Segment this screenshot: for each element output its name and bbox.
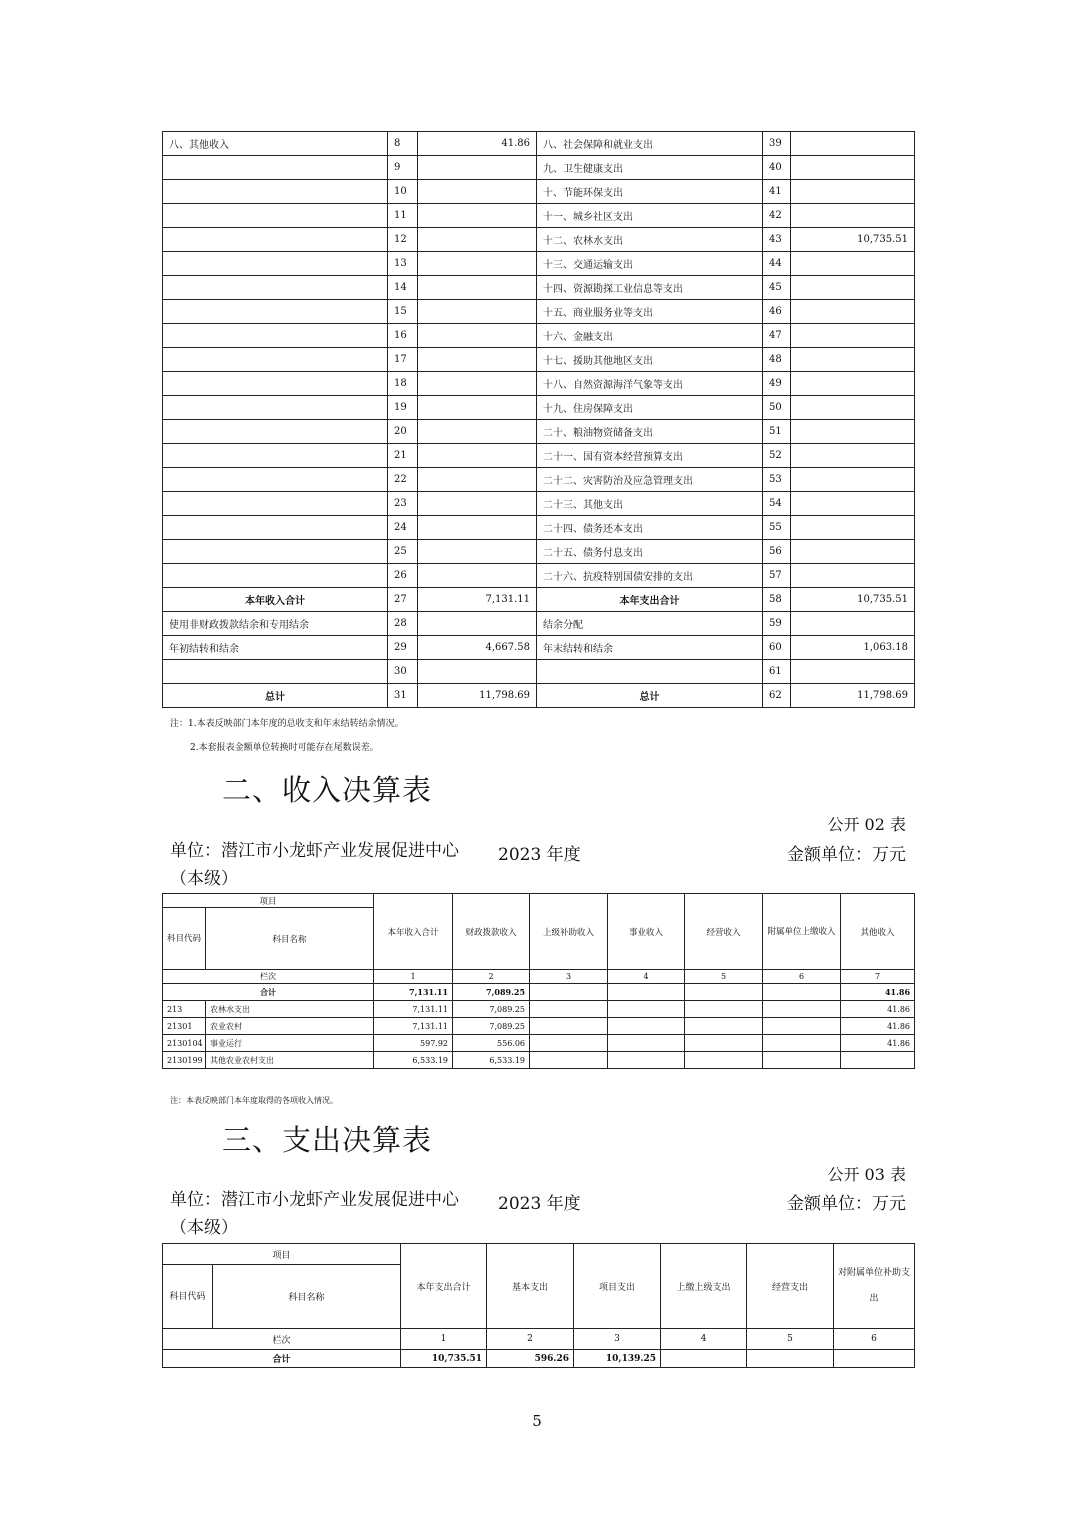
- t1-cell-r-val: 11,798.69: [791, 684, 915, 708]
- t1-cell-r-val: [791, 204, 915, 228]
- t1-cell-l-name: 年初结转和结余: [163, 636, 388, 660]
- t2-value-cell: 7,131.11: [374, 1001, 453, 1018]
- t3-total-cell: [661, 1350, 747, 1368]
- t1-cell-l-no: 29: [388, 636, 418, 660]
- t1-cell-r-val: [791, 276, 915, 300]
- t1-cell-l-val: [418, 276, 537, 300]
- t3-col-no: 5: [747, 1329, 834, 1350]
- t1-cell-l-name: [163, 660, 388, 684]
- t1-cell-l-no: 12: [388, 228, 418, 252]
- t1-cell-r-val: [791, 540, 915, 564]
- t1-cell-l-no: 13: [388, 252, 418, 276]
- t1-cell-l-no: 9: [388, 156, 418, 180]
- t2-col-no: 2: [453, 970, 530, 984]
- t1-cell-r-no: 40: [763, 156, 791, 180]
- t2-col-header: 上级补助收入: [530, 894, 608, 970]
- t1-cell-l-val: [418, 564, 537, 588]
- t1-cell-r-val: 1,063.18: [791, 636, 915, 660]
- section3-unit: 单位：潜江市小龙虾产业发展促进中心（本级）: [170, 1190, 459, 1238]
- t1-cell-l-val: [418, 444, 537, 468]
- t3-col-no: 4: [661, 1329, 747, 1350]
- t1-cell-r-name: 十三、交通运输支出: [537, 252, 763, 276]
- t2-value-cell: 7,089.25: [453, 1018, 530, 1035]
- t1-cell-l-val: [418, 612, 537, 636]
- t2-value-cell: [530, 1052, 608, 1069]
- table-row: [163, 420, 915, 444]
- t1-cell-r-name: 二十四、债务还本支出: [537, 516, 763, 540]
- t1-cell-r-name: 结余分配: [537, 612, 763, 636]
- t1-cell-r-no: 55: [763, 516, 791, 540]
- t2-code-cell: 2130199: [163, 1052, 206, 1069]
- t1-cell-l-name: [163, 516, 388, 540]
- t1-cell-r-val: [791, 252, 915, 276]
- t1-cell-r-no: 43: [763, 228, 791, 252]
- t3-total-cell: [834, 1350, 915, 1368]
- t1-cell-l-val: 7,131.11: [418, 588, 537, 612]
- t3-col-no-label: 栏次: [163, 1329, 401, 1350]
- t2-total-cell: [763, 984, 841, 1001]
- t1-cell-r-no: 48: [763, 348, 791, 372]
- table-row: [163, 444, 915, 468]
- t1-cell-l-name: [163, 324, 388, 348]
- table-row: [163, 348, 915, 372]
- t1-cell-l-name: [163, 252, 388, 276]
- t1-cell-r-no: 53: [763, 468, 791, 492]
- t1-cell-r-name: 十四、资源勘探工业信息等支出: [537, 276, 763, 300]
- t3-col-header: 上缴上级支出: [661, 1244, 747, 1329]
- t1-cell-l-name: [163, 492, 388, 516]
- t1-cell-r-no: 58: [763, 588, 791, 612]
- t2-value-cell: [530, 1035, 608, 1052]
- t1-cell-r-no: 54: [763, 492, 791, 516]
- t1-cell-l-no: 25: [388, 540, 418, 564]
- t2-value-cell: 41.86: [841, 1001, 915, 1018]
- t1-cell-l-name: [163, 204, 388, 228]
- t1-cell-r-no: 62: [763, 684, 791, 708]
- t2-value-cell: [608, 1035, 685, 1052]
- table-row: [163, 1035, 915, 1052]
- t1-cell-r-no: 45: [763, 276, 791, 300]
- table-row: [163, 252, 915, 276]
- table-row: [163, 660, 915, 684]
- table-row: [163, 612, 915, 636]
- t1-cell-l-name: 总计: [163, 684, 388, 708]
- table-row: [163, 132, 915, 156]
- t2-value-cell: [763, 1018, 841, 1035]
- t1-cell-r-val: [791, 660, 915, 684]
- t2-value-cell: [763, 1052, 841, 1069]
- t1-cell-l-val: 11,798.69: [418, 684, 537, 708]
- table-row: [163, 156, 915, 180]
- t2-col-header: 经营收入: [685, 894, 763, 970]
- t1-cell-r-val: [791, 444, 915, 468]
- t1-cell-l-name: [163, 540, 388, 564]
- t3-col-no: 2: [487, 1329, 574, 1350]
- t1-cell-r-name: 二十三、其他支出: [537, 492, 763, 516]
- t1-cell-r-name: 年末结转和结余: [537, 636, 763, 660]
- t1-cell-r-val: [791, 132, 915, 156]
- t1-cell-r-no: 56: [763, 540, 791, 564]
- section3-year: 2023 年度: [498, 1194, 581, 1214]
- t2-value-cell: [763, 1035, 841, 1052]
- t3-code-header: 科目代码: [163, 1265, 213, 1329]
- t1-cell-r-no: 42: [763, 204, 791, 228]
- t2-col-header: 本年收入合计: [374, 894, 453, 970]
- table-row: [163, 540, 915, 564]
- t2-value-cell: [685, 1035, 763, 1052]
- t1-cell-l-name: [163, 348, 388, 372]
- t1-cell-l-name: [163, 228, 388, 252]
- t1-cell-l-val: [418, 468, 537, 492]
- t1-cell-l-no: 16: [388, 324, 418, 348]
- t1-cell-r-val: [791, 324, 915, 348]
- t1-cell-l-name: 八、其他收入: [163, 132, 388, 156]
- t2-total-cell: 7,131.11: [374, 984, 453, 1001]
- t1-cell-l-no: 14: [388, 276, 418, 300]
- t1-cell-r-val: [791, 468, 915, 492]
- t1-cell-l-no: 24: [388, 516, 418, 540]
- t3-col-header: 本年支出合计: [401, 1244, 487, 1329]
- t1-cell-l-no: 27: [388, 588, 418, 612]
- t3-col-no: 1: [401, 1329, 487, 1350]
- t3-col-header: 项目支出: [574, 1244, 661, 1329]
- table-row: [163, 564, 915, 588]
- table-row: [163, 396, 915, 420]
- t3-total-cell: [747, 1350, 834, 1368]
- t1-cell-l-no: 21: [388, 444, 418, 468]
- t3-col-no: 3: [574, 1329, 661, 1350]
- table-row: [163, 276, 915, 300]
- t2-value-cell: [530, 1001, 608, 1018]
- t1-cell-l-no: 22: [388, 468, 418, 492]
- t2-col-no: 4: [608, 970, 685, 984]
- t1-cell-l-val: [418, 300, 537, 324]
- t3-col-header: 经营支出: [747, 1244, 834, 1329]
- t2-code-cell: 21301: [163, 1018, 206, 1035]
- t1-cell-r-val: [791, 420, 915, 444]
- table-row: [163, 1052, 915, 1069]
- t1-cell-l-val: 4,667.58: [418, 636, 537, 660]
- t1-cell-r-no: 39: [763, 132, 791, 156]
- table-row: [163, 180, 915, 204]
- t3-total-cell: 596.26: [487, 1350, 574, 1368]
- t2-name-cell: 农业农村: [206, 1018, 374, 1035]
- section2-year: 2023 年度: [498, 845, 581, 865]
- t1-cell-l-val: [418, 180, 537, 204]
- t1-cell-r-val: [791, 372, 915, 396]
- t1-cell-r-name: 十六、金融支出: [537, 324, 763, 348]
- table-row: [163, 1001, 915, 1018]
- t2-total-label: 合计: [163, 984, 374, 1001]
- section3-currency: 金额单位：万元: [787, 1194, 906, 1214]
- t1-cell-r-name: 十七、援助其他地区支出: [537, 348, 763, 372]
- table-row: [163, 684, 915, 708]
- t1-cell-l-no: 15: [388, 300, 418, 324]
- t1-cell-l-no: 8: [388, 132, 418, 156]
- t1-cell-r-name: 十、节能环保支出: [537, 180, 763, 204]
- t2-value-cell: 6,533.19: [374, 1052, 453, 1069]
- t2-name-cell: 农林水支出: [206, 1001, 374, 1018]
- table-row: [163, 588, 915, 612]
- t1-cell-r-name: 二十、粮油物资储备支出: [537, 420, 763, 444]
- t2-total-cell: [685, 984, 763, 1001]
- section2-unit: 单位：潜江市小龙虾产业发展促进中心（本级）: [170, 841, 459, 889]
- t2-col-no: 1: [374, 970, 453, 984]
- t1-cell-l-name: [163, 444, 388, 468]
- t1-cell-l-name: [163, 372, 388, 396]
- table-row: [163, 468, 915, 492]
- t2-value-cell: [608, 1018, 685, 1035]
- t1-cell-r-val: [791, 396, 915, 420]
- t1-cell-l-name: [163, 180, 388, 204]
- t1-cell-l-val: [418, 492, 537, 516]
- t2-value-cell: [841, 1052, 915, 1069]
- t2-col-no-label: 栏次: [163, 970, 374, 984]
- t1-cell-l-val: [418, 252, 537, 276]
- t1-cell-r-name: 十二、农林水支出: [537, 228, 763, 252]
- table-row: [163, 636, 915, 660]
- t2-value-cell: [608, 1001, 685, 1018]
- t1-cell-l-no: 18: [388, 372, 418, 396]
- t1-cell-r-name: 十五、商业服务业等支出: [537, 300, 763, 324]
- t2-value-cell: 6,533.19: [453, 1052, 530, 1069]
- table-row: [163, 324, 915, 348]
- table1-note-1: 注：1.本表反映部门本年度的总收支和年末结转结余情况。: [170, 719, 404, 729]
- t1-cell-r-val: [791, 564, 915, 588]
- t1-cell-r-no: 60: [763, 636, 791, 660]
- t1-cell-l-no: 10: [388, 180, 418, 204]
- table1-note-2: 2.本套报表金额单位转换时可能存在尾数误差。: [190, 743, 379, 753]
- t3-col-no: 6: [834, 1329, 915, 1350]
- t1-cell-r-name: 二十一、国有资本经营预算支出: [537, 444, 763, 468]
- t2-col-header: 事业收入: [608, 894, 685, 970]
- t1-cell-r-name: 二十六、抗疫特别国债安排的支出: [537, 564, 763, 588]
- t2-name-cell: 事业运行: [206, 1035, 374, 1052]
- t1-cell-r-val: [791, 612, 915, 636]
- t3-col-header: 基本支出: [487, 1244, 574, 1329]
- t1-cell-r-val: [791, 300, 915, 324]
- t1-cell-l-val: [418, 660, 537, 684]
- t1-cell-l-no: 28: [388, 612, 418, 636]
- t1-cell-r-name: 十九、住房保障支出: [537, 396, 763, 420]
- t1-cell-r-name: 总计: [537, 684, 763, 708]
- t1-cell-r-no: 44: [763, 252, 791, 276]
- t1-cell-r-no: 51: [763, 420, 791, 444]
- t1-cell-l-no: 23: [388, 492, 418, 516]
- t2-code-header: 科目代码: [163, 908, 206, 970]
- t2-col-header: 附属单位上缴收入: [763, 894, 841, 970]
- t1-cell-l-no: 20: [388, 420, 418, 444]
- t3-total-label: 合计: [163, 1350, 401, 1368]
- t1-cell-l-val: [418, 324, 537, 348]
- t3-total-cell: 10,139.25: [574, 1350, 661, 1368]
- t1-cell-r-no: 50: [763, 396, 791, 420]
- t1-cell-r-name: 八、社会保障和就业支出: [537, 132, 763, 156]
- t1-cell-r-name: 十八、自然资源海洋气象等支出: [537, 372, 763, 396]
- t1-cell-l-no: 26: [388, 564, 418, 588]
- t1-cell-r-name: [537, 660, 763, 684]
- section2-title: 二、收入决算表: [222, 773, 433, 807]
- t1-cell-l-name: 使用非财政拨款结余和专用结余: [163, 612, 388, 636]
- t2-value-cell: 41.86: [841, 1035, 915, 1052]
- t2-total-cell: [530, 984, 608, 1001]
- t3-name-header: 科目名称: [213, 1265, 401, 1329]
- t1-cell-r-no: 57: [763, 564, 791, 588]
- table-row: [163, 228, 915, 252]
- t1-cell-r-val: 10,735.51: [791, 588, 915, 612]
- t1-cell-l-val: 41.86: [418, 132, 537, 156]
- t1-cell-l-no: 17: [388, 348, 418, 372]
- t1-cell-r-no: 46: [763, 300, 791, 324]
- t1-cell-l-name: [163, 468, 388, 492]
- t2-col-no: 5: [685, 970, 763, 984]
- t2-total-cell: 7,089.25: [453, 984, 530, 1001]
- t2-value-cell: [608, 1052, 685, 1069]
- t3-col-header: 对附属单位补助支出: [834, 1244, 915, 1329]
- t1-cell-r-name: 十一、城乡社区支出: [537, 204, 763, 228]
- page-number: 5: [532, 1412, 542, 1430]
- t2-value-cell: [685, 1001, 763, 1018]
- t1-cell-r-val: [791, 348, 915, 372]
- t2-name-cell: 其他农业农村支出: [206, 1052, 374, 1069]
- t1-cell-l-name: [163, 276, 388, 300]
- t1-cell-l-val: [418, 348, 537, 372]
- t1-cell-l-val: [418, 396, 537, 420]
- section2-form-no: 公开 02 表: [827, 815, 906, 834]
- t2-col-no: 7: [841, 970, 915, 984]
- t1-cell-r-no: 59: [763, 612, 791, 636]
- t1-cell-r-val: 10,735.51: [791, 228, 915, 252]
- expenditure-statement-table: [162, 1243, 915, 1368]
- t1-cell-l-val: [418, 540, 537, 564]
- t1-cell-l-name: 本年收入合计: [163, 588, 388, 612]
- t1-cell-r-no: 52: [763, 444, 791, 468]
- t2-col-header: 其他收入: [841, 894, 915, 970]
- t1-cell-r-no: 49: [763, 372, 791, 396]
- section2-note: 注：本表反映部门本年度取得的各项收入情况。: [170, 1096, 338, 1105]
- t1-cell-l-val: [418, 372, 537, 396]
- income-statement-table: [162, 893, 915, 1069]
- income-expense-summary-table: [162, 131, 915, 708]
- t2-col-no: 3: [530, 970, 608, 984]
- t1-cell-l-val: [418, 228, 537, 252]
- section3-title: 三、支出决算表: [222, 1123, 433, 1157]
- t2-col-header: 财政拨款收入: [453, 894, 530, 970]
- t3-total-cell: 10,735.51: [401, 1350, 487, 1368]
- table-row: [163, 516, 915, 540]
- t1-cell-l-name: [163, 300, 388, 324]
- t1-cell-l-name: [163, 564, 388, 588]
- t1-cell-r-no: 41: [763, 180, 791, 204]
- t1-cell-r-name: 本年支出合计: [537, 588, 763, 612]
- t2-value-cell: [685, 1018, 763, 1035]
- t1-cell-r-val: [791, 180, 915, 204]
- table-row: [163, 300, 915, 324]
- table-row: [163, 1018, 915, 1035]
- t1-cell-r-val: [791, 492, 915, 516]
- t1-cell-l-val: [418, 204, 537, 228]
- t1-cell-r-val: [791, 516, 915, 540]
- t2-total-cell: 41.86: [841, 984, 915, 1001]
- t2-value-cell: [530, 1018, 608, 1035]
- t1-cell-l-val: [418, 156, 537, 180]
- t1-cell-l-no: 19: [388, 396, 418, 420]
- section2-currency: 金额单位：万元: [787, 845, 906, 865]
- t2-value-cell: 556.06: [453, 1035, 530, 1052]
- t3-project-header: 项目: [163, 1244, 401, 1265]
- t1-cell-l-no: 31: [388, 684, 418, 708]
- table-row: [163, 372, 915, 396]
- t1-cell-l-name: [163, 156, 388, 180]
- t1-cell-l-name: [163, 396, 388, 420]
- t1-cell-r-name: 九、卫生健康支出: [537, 156, 763, 180]
- t1-cell-r-val: [791, 156, 915, 180]
- t2-col-no: 6: [763, 970, 841, 984]
- t2-value-cell: 7,089.25: [453, 1001, 530, 1018]
- t2-value-cell: [763, 1001, 841, 1018]
- t1-cell-l-val: [418, 516, 537, 540]
- t2-code-cell: 213: [163, 1001, 206, 1018]
- t2-value-cell: 597.92: [374, 1035, 453, 1052]
- t2-total-cell: [608, 984, 685, 1001]
- t1-cell-r-no: 61: [763, 660, 791, 684]
- t1-cell-l-no: 11: [388, 204, 418, 228]
- t2-code-cell: 2130104: [163, 1035, 206, 1052]
- table-row: [163, 492, 915, 516]
- t2-project-header: 项目: [163, 894, 374, 908]
- t1-cell-r-no: 47: [763, 324, 791, 348]
- t1-cell-r-name: 二十五、债务付息支出: [537, 540, 763, 564]
- t2-value-cell: 41.86: [841, 1018, 915, 1035]
- t1-cell-l-no: 30: [388, 660, 418, 684]
- t1-cell-l-name: [163, 420, 388, 444]
- section3-form-no: 公开 03 表: [827, 1165, 906, 1184]
- t2-name-header: 科目名称: [206, 908, 374, 970]
- t2-value-cell: 7,131.11: [374, 1018, 453, 1035]
- table-row: [163, 204, 915, 228]
- t1-cell-l-val: [418, 420, 537, 444]
- t2-value-cell: [685, 1052, 763, 1069]
- t1-cell-r-name: 二十二、灾害防治及应急管理支出: [537, 468, 763, 492]
